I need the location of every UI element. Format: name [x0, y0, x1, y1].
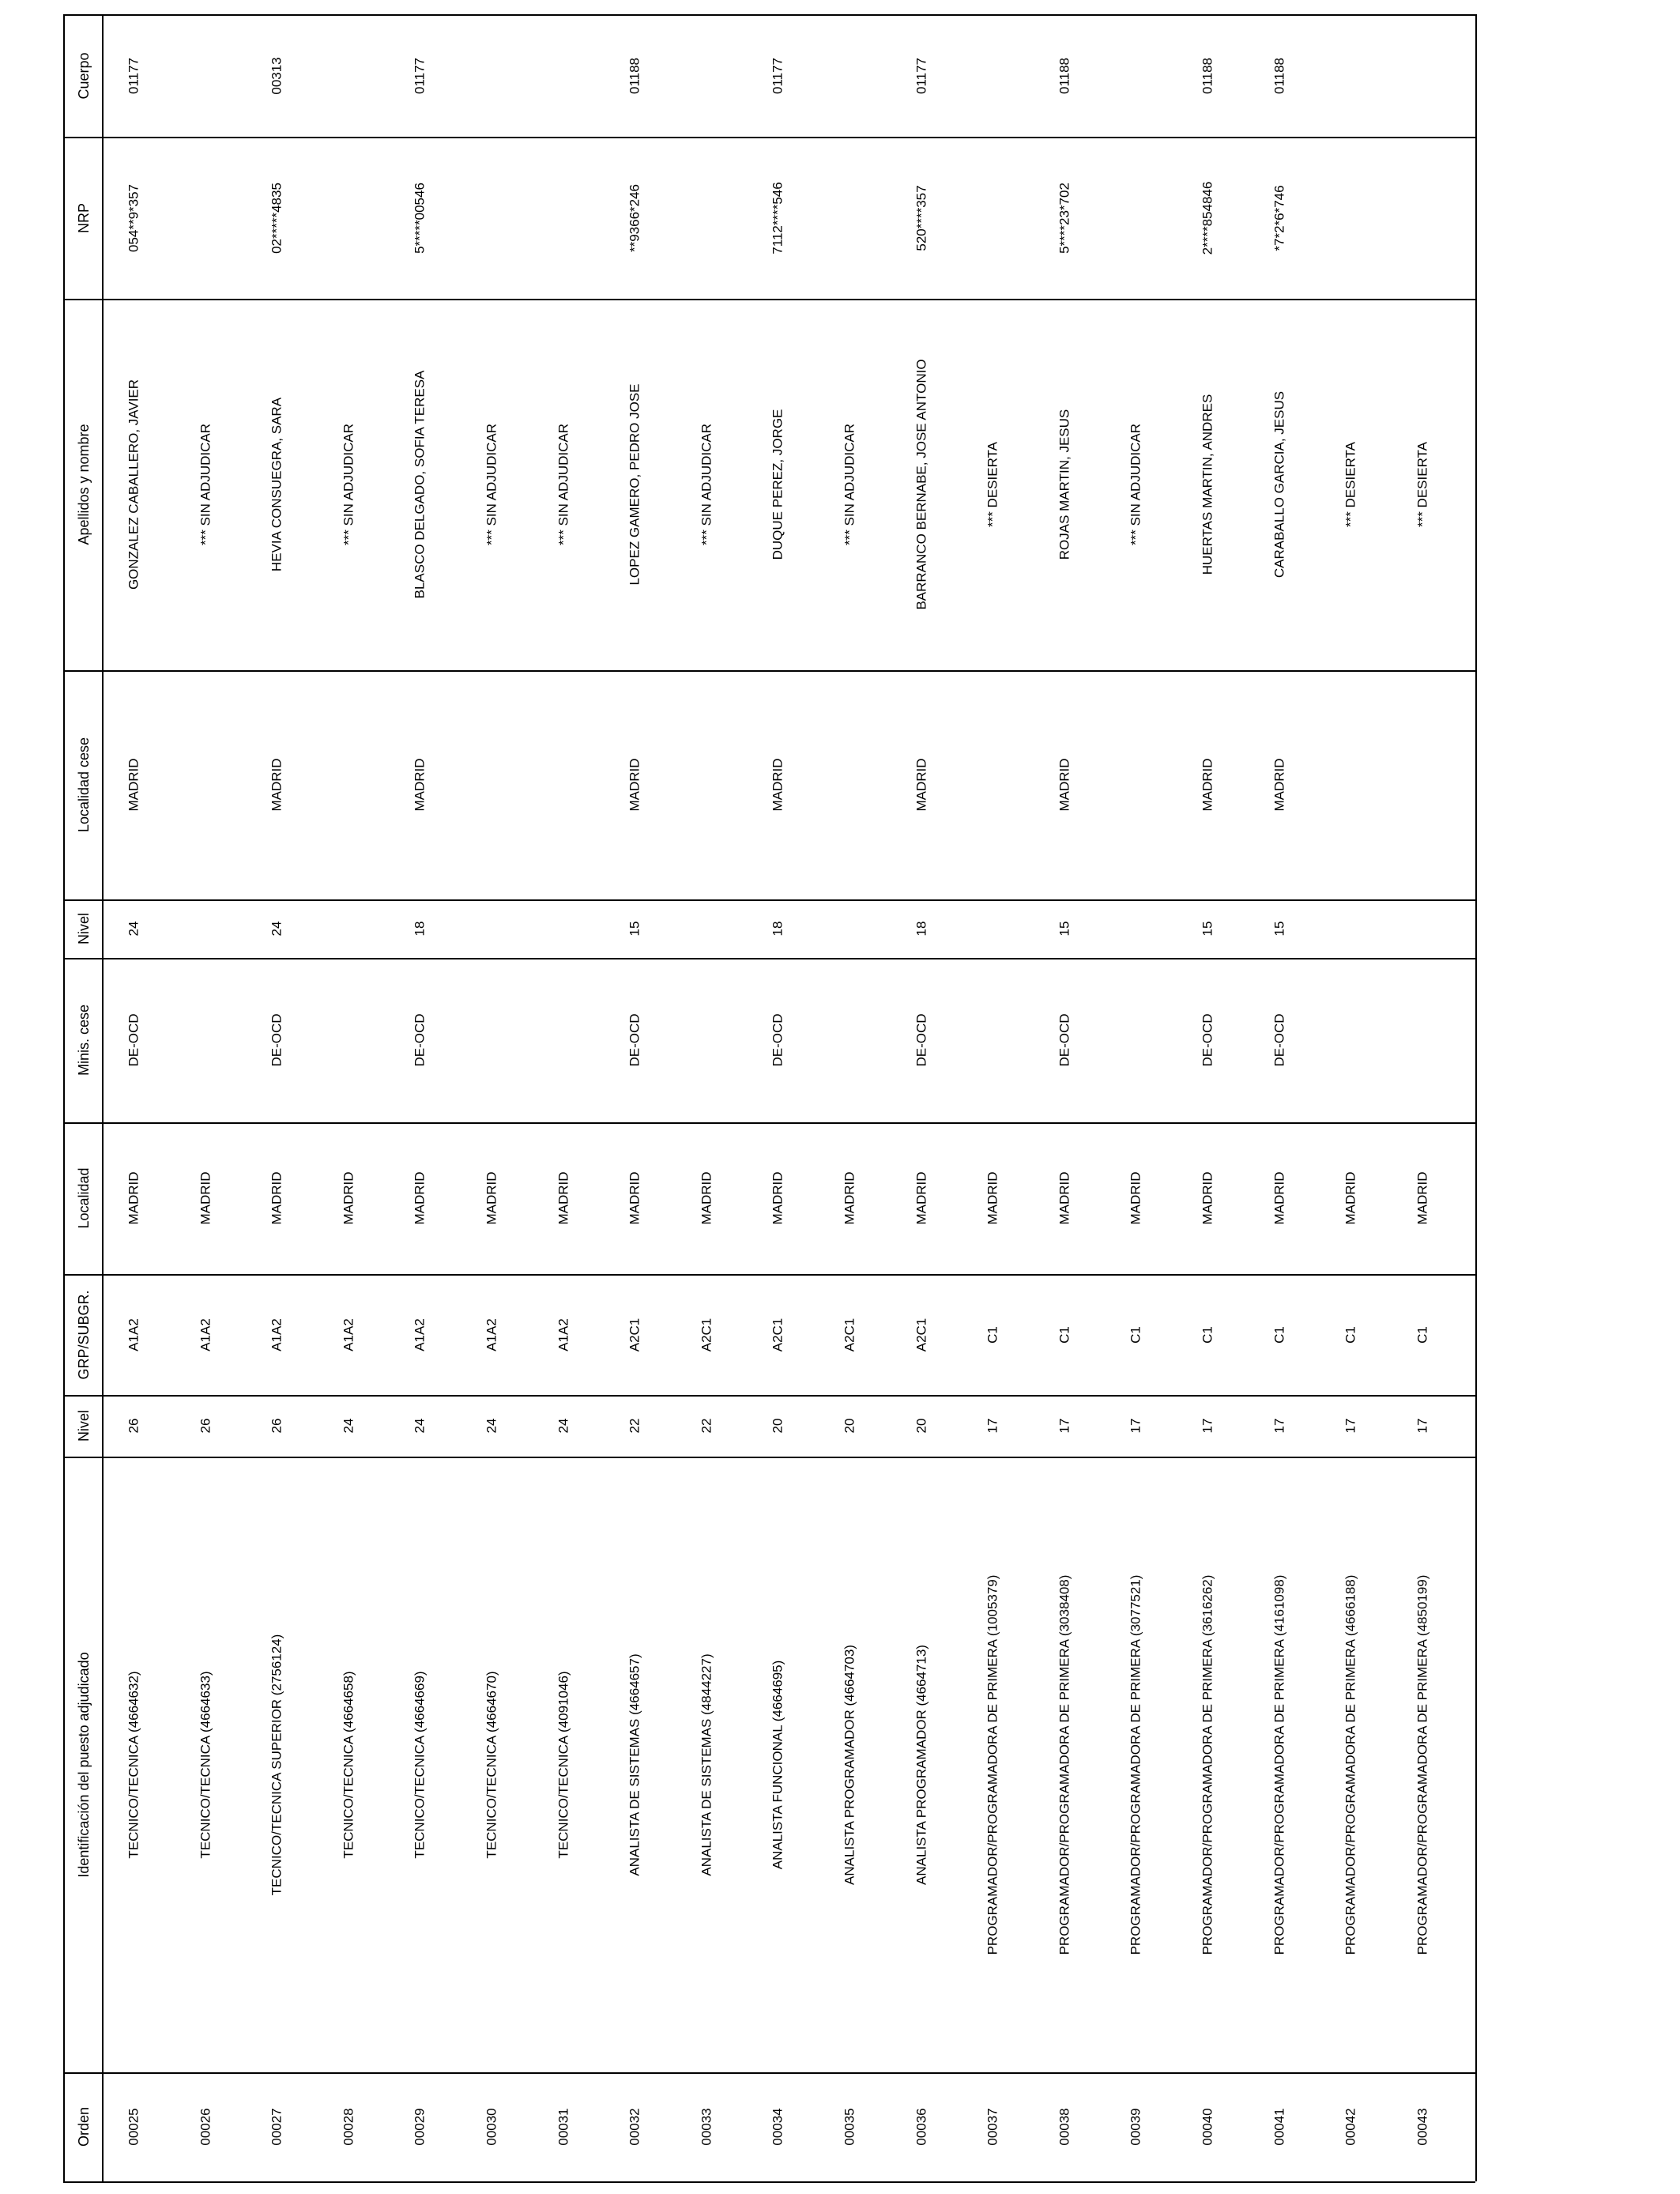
row-localidad-text: MADRID [412, 1171, 428, 1225]
header-nivel-text: Nivel [76, 1409, 92, 1442]
row-nivel-text: 26 [269, 1418, 284, 1434]
row-cuerpo-text: 01188 [1200, 57, 1215, 94]
row-apellidos-text: DUQUE PEREZ, JORGE [770, 409, 785, 560]
row-puesto-text: PROGRAMADOR/PROGRAMADORA DE PRIMERA (3616262) [1200, 1574, 1215, 1955]
row-nrp-text: **9366*246 [627, 183, 642, 252]
row-puesto-text: TECNICO/TECNICA (4091046) [556, 1670, 571, 1859]
header-puesto-text: Identificación del puesto adjudicado [76, 1651, 92, 1878]
row-grupo-text: A1A2 [269, 1318, 284, 1351]
row-grupo-text: A1A2 [126, 1318, 141, 1351]
row-nivel-text: 17 [985, 1418, 1000, 1434]
header-localidad-text: Localidad [76, 1167, 92, 1229]
row-nivel-text: 26 [198, 1418, 213, 1434]
row-cuerpo-text: 01188 [1271, 57, 1287, 94]
row-nrp-text: 054**9*357 [126, 183, 141, 252]
row-localidad-text: MADRID [341, 1171, 356, 1225]
row-apellidos-text: LOPEZ GAMERO, PEDRO JOSE [627, 383, 642, 586]
row-puesto-text: PROGRAMADOR/PROGRAMADORA DE PRIMERA (1005379) [985, 1574, 1000, 1955]
row-localidad-text: MADRID [484, 1171, 499, 1225]
row-grupo-text: C1 [1057, 1325, 1072, 1344]
row-nrp-text: 7112****546 [770, 181, 785, 254]
row-cuerpo-text: 01188 [627, 57, 642, 94]
row-localidad-text: MADRID [126, 1171, 141, 1225]
row-nivel-text: 22 [627, 1418, 642, 1434]
table-rule [102, 14, 104, 2181]
row-orden-text: 00026 [198, 2108, 213, 2146]
row-grupo-text: A2C1 [770, 1318, 785, 1351]
row-orden-text: 00042 [1343, 2108, 1358, 2146]
row-orden-text: 00031 [556, 2108, 571, 2146]
row-puesto-text: PROGRAMADOR/PROGRAMADORA DE PRIMERA (3038408) [1057, 1574, 1072, 1955]
header-orden-text: Orden [76, 2106, 92, 2147]
row-apellidos-text: HEVIA CONSUEGRA, SARA [269, 397, 284, 572]
row-minis-cese-text: DE-OCD [627, 1013, 642, 1067]
row-nrp-text: 5*****00546 [412, 182, 428, 254]
row-apellidos-text: *** SIN ADJUDICAR [484, 424, 499, 545]
row-orden-text: 00039 [1128, 2108, 1143, 2146]
row-puesto-text: PROGRAMADOR/PROGRAMADORA DE PRIMERA (4850199) [1414, 1574, 1430, 1955]
header-cuerpo-text: Cuerpo [76, 51, 92, 100]
row-nivel-text: 17 [1200, 1418, 1215, 1434]
row-grupo-text: C1 [1200, 1325, 1215, 1344]
row-localidad-text: MADRID [770, 1171, 785, 1225]
table-rule [63, 1122, 1475, 1124]
row-localidad-text: MADRID [1414, 1171, 1430, 1225]
row-nivel-text: 17 [1414, 1418, 1430, 1434]
row-apellidos-text: GONZALEZ CABALLERO, JAVIER [126, 379, 141, 590]
row-puesto-text: TECNICO/TECNICA SUPERIOR (2756124) [269, 1634, 284, 1895]
row-puesto-text: ANALISTA PROGRAMADOR (4664713) [913, 1644, 929, 1885]
row-minis-cese-text: DE-OCD [412, 1013, 428, 1067]
row-apellidos-text: *** DESIERTA [1414, 441, 1430, 528]
table-rule [63, 2181, 1475, 2183]
row-puesto-text: TECNICO/TECNICA (4664670) [484, 1670, 499, 1859]
row-grupo-text: A1A2 [412, 1318, 428, 1351]
row-grupo-text: C1 [1271, 1325, 1287, 1344]
row-apellidos-text: BARRANCO BERNABE, JOSE ANTONIO [913, 359, 929, 610]
row-localidad-text: MADRID [269, 1171, 284, 1225]
table-rule [63, 2072, 1475, 2074]
row-localidad-text: MADRID [1057, 1171, 1072, 1225]
row-nivel-text: 17 [1271, 1418, 1287, 1434]
row-nrp-text: 520****357 [913, 184, 929, 251]
row-localidad-text: MADRID [985, 1171, 1000, 1225]
row-orden-text: 00041 [1271, 2108, 1287, 2146]
row-grupo-text: A1A2 [556, 1318, 571, 1351]
header-minis-cese-text: Minis. cese [76, 1004, 92, 1076]
row-nivel-cese-text: 15 [627, 921, 642, 937]
row-grupo-text: A2C1 [913, 1318, 929, 1351]
row-nivel-text: 17 [1057, 1418, 1072, 1434]
table-rule [63, 1395, 1475, 1397]
row-localidad-cese-text: MADRID [126, 758, 141, 812]
row-grupo-text: A2C1 [699, 1318, 714, 1351]
row-cuerpo-text: 01188 [1057, 57, 1072, 94]
row-apellidos-text: *** SIN ADJUDICAR [842, 424, 857, 545]
row-orden-text: 00037 [985, 2108, 1000, 2146]
row-minis-cese-text: DE-OCD [126, 1013, 141, 1067]
row-nivel-cese-text: 15 [1057, 921, 1072, 937]
row-orden-text: 00036 [913, 2108, 929, 2146]
row-puesto-text: TECNICO/TECNICA (4664632) [126, 1670, 141, 1859]
row-puesto-text: ANALISTA DE SISTEMAS (4664657) [627, 1653, 642, 1876]
row-nivel-text: 17 [1128, 1418, 1143, 1434]
row-localidad-text: MADRID [556, 1171, 571, 1225]
header-nivel-cese-text: Nivel [76, 912, 92, 945]
row-localidad-text: MADRID [1200, 1171, 1215, 1225]
row-minis-cese-text: DE-OCD [1057, 1013, 1072, 1067]
table-rule [63, 299, 1475, 300]
row-localidad-text: MADRID [627, 1171, 642, 1225]
row-localidad-cese-text: MADRID [627, 758, 642, 812]
row-localidad-text: MADRID [842, 1171, 857, 1225]
row-puesto-text: TECNICO/TECNICA (4664669) [412, 1670, 428, 1859]
row-orden-text: 00027 [269, 2108, 284, 2146]
row-nivel-cese-text: 18 [913, 921, 929, 937]
header-nrp-text: NRP [76, 202, 92, 233]
row-nivel-text: 24 [341, 1418, 356, 1434]
row-localidad-text: MADRID [1343, 1171, 1358, 1225]
row-cuerpo-text: 01177 [412, 57, 428, 94]
row-orden-text: 00032 [627, 2108, 642, 2146]
row-cuerpo-text: 01177 [770, 57, 785, 94]
row-nrp-text: *7*2*6*746 [1271, 184, 1287, 251]
row-orden-text: 00040 [1200, 2108, 1215, 2146]
row-cuerpo-text: 00313 [269, 56, 284, 95]
row-nivel-cese-text: 24 [269, 921, 284, 937]
row-grupo-text: A1A2 [484, 1318, 499, 1351]
row-localidad-cese-text: MADRID [1057, 758, 1072, 812]
row-localidad-cese-text: MADRID [412, 758, 428, 812]
table-rule [63, 137, 1475, 138]
table-rule [63, 958, 1475, 959]
row-puesto-text: ANALISTA DE SISTEMAS (4844227) [699, 1653, 714, 1876]
row-nivel-text: 24 [556, 1418, 571, 1434]
header-grupo-text: GRP/SUBGR. [76, 1289, 92, 1380]
row-grupo-text: C1 [1128, 1325, 1143, 1344]
row-localidad-text: MADRID [913, 1171, 929, 1225]
row-cuerpo-text: 01177 [913, 57, 929, 94]
row-puesto-text: ANALISTA FUNCIONAL (4664695) [770, 1660, 785, 1869]
row-apellidos-text: *** SIN ADJUDICAR [1128, 424, 1143, 545]
row-orden-text: 00038 [1057, 2108, 1072, 2146]
row-nivel-text: 20 [842, 1418, 857, 1434]
row-nrp-text: 5****23*702 [1057, 182, 1072, 254]
row-orden-text: 00028 [341, 2108, 356, 2146]
row-nivel-cese-text: 18 [412, 921, 428, 937]
row-nivel-cese-text: 24 [126, 921, 141, 937]
row-localidad-cese-text: MADRID [913, 758, 929, 812]
row-puesto-text: PROGRAMADOR/PROGRAMADORA DE PRIMERA (4666188) [1343, 1574, 1358, 1955]
row-nivel-cese-text: 15 [1200, 921, 1215, 937]
row-minis-cese-text: DE-OCD [1200, 1013, 1215, 1067]
table-rule [63, 1457, 1475, 1458]
row-grupo-text: A1A2 [341, 1318, 356, 1351]
row-minis-cese-text: DE-OCD [913, 1013, 929, 1067]
row-apellidos-text: *** SIN ADJUDICAR [699, 424, 714, 545]
row-nrp-text: 2****854846 [1200, 181, 1215, 254]
row-nivel-cese-text: 18 [770, 921, 785, 937]
row-nivel-text: 26 [126, 1418, 141, 1434]
row-apellidos-text: HUERTAS MARTIN, ANDRES [1200, 394, 1215, 575]
row-grupo-text: A2C1 [627, 1318, 642, 1351]
table-rule [63, 1274, 1475, 1276]
row-puesto-text: TECNICO/TECNICA (4664658) [341, 1670, 356, 1859]
row-grupo-text: A1A2 [198, 1318, 213, 1351]
row-orden-text: 00034 [770, 2108, 785, 2146]
header-apellidos-text: Apellidos y nombre [76, 424, 92, 545]
row-apellidos-text: *** DESIERTA [985, 441, 1000, 528]
row-apellidos-text: BLASCO DELGADO, SOFIA TERESA [412, 370, 428, 599]
row-nivel-text: 24 [484, 1418, 499, 1434]
row-localidad-cese-text: MADRID [269, 758, 284, 812]
row-nivel-text: 17 [1343, 1418, 1358, 1434]
row-grupo-text: C1 [985, 1325, 1000, 1344]
row-orden-text: 00033 [699, 2108, 714, 2146]
row-nivel-text: 24 [412, 1418, 428, 1434]
row-apellidos-text: *** SIN ADJUDICAR [198, 424, 213, 545]
table-rule [1475, 14, 1477, 2181]
row-apellidos-text: *** SIN ADJUDICAR [341, 424, 356, 545]
table-rule [63, 899, 1475, 901]
row-localidad-text: MADRID [1128, 1171, 1143, 1225]
table-rule [63, 670, 1475, 672]
row-nrp-text: 02*****4835 [269, 182, 284, 254]
row-grupo-text: C1 [1343, 1325, 1358, 1344]
row-localidad-cese-text: MADRID [1200, 758, 1215, 812]
row-nivel-text: 20 [770, 1418, 785, 1434]
row-localidad-cese-text: MADRID [1271, 758, 1287, 812]
row-puesto-text: ANALISTA PROGRAMADOR (4664703) [842, 1644, 857, 1885]
row-puesto-text: PROGRAMADOR/PROGRAMADORA DE PRIMERA (3077521) [1128, 1574, 1143, 1955]
row-localidad-text: MADRID [699, 1171, 714, 1225]
table-rule [63, 14, 1475, 16]
row-nivel-cese-text: 15 [1271, 921, 1287, 937]
row-localidad-text: MADRID [1271, 1171, 1287, 1225]
row-localidad-text: MADRID [198, 1171, 213, 1225]
row-orden-text: 00030 [484, 2108, 499, 2146]
row-orden-text: 00029 [412, 2108, 428, 2146]
row-puesto-text: TECNICO/TECNICA (4664633) [198, 1670, 213, 1859]
row-grupo-text: A2C1 [842, 1318, 857, 1351]
table-rule [63, 14, 65, 2181]
row-localidad-cese-text: MADRID [770, 758, 785, 812]
row-minis-cese-text: DE-OCD [1271, 1013, 1287, 1067]
row-puesto-text: PROGRAMADOR/PROGRAMADORA DE PRIMERA (4161098) [1271, 1574, 1287, 1955]
row-apellidos-text: *** DESIERTA [1343, 441, 1358, 528]
row-minis-cese-text: DE-OCD [770, 1013, 785, 1067]
row-orden-text: 00035 [842, 2108, 857, 2146]
row-grupo-text: C1 [1414, 1325, 1430, 1344]
row-cuerpo-text: 01177 [126, 57, 141, 94]
row-apellidos-text: *** SIN ADJUDICAR [556, 424, 571, 545]
row-orden-text: 00043 [1414, 2108, 1430, 2146]
row-nivel-text: 20 [913, 1418, 929, 1434]
row-nivel-text: 22 [699, 1418, 714, 1434]
row-apellidos-text: ROJAS MARTIN, JESUS [1057, 409, 1072, 560]
row-minis-cese-text: DE-OCD [269, 1013, 284, 1067]
header-localidad-cese-text: Localidad cese [76, 737, 92, 833]
row-apellidos-text: CARABALLO GARCIA, JESUS [1271, 390, 1287, 579]
row-orden-text: 00025 [126, 2108, 141, 2146]
